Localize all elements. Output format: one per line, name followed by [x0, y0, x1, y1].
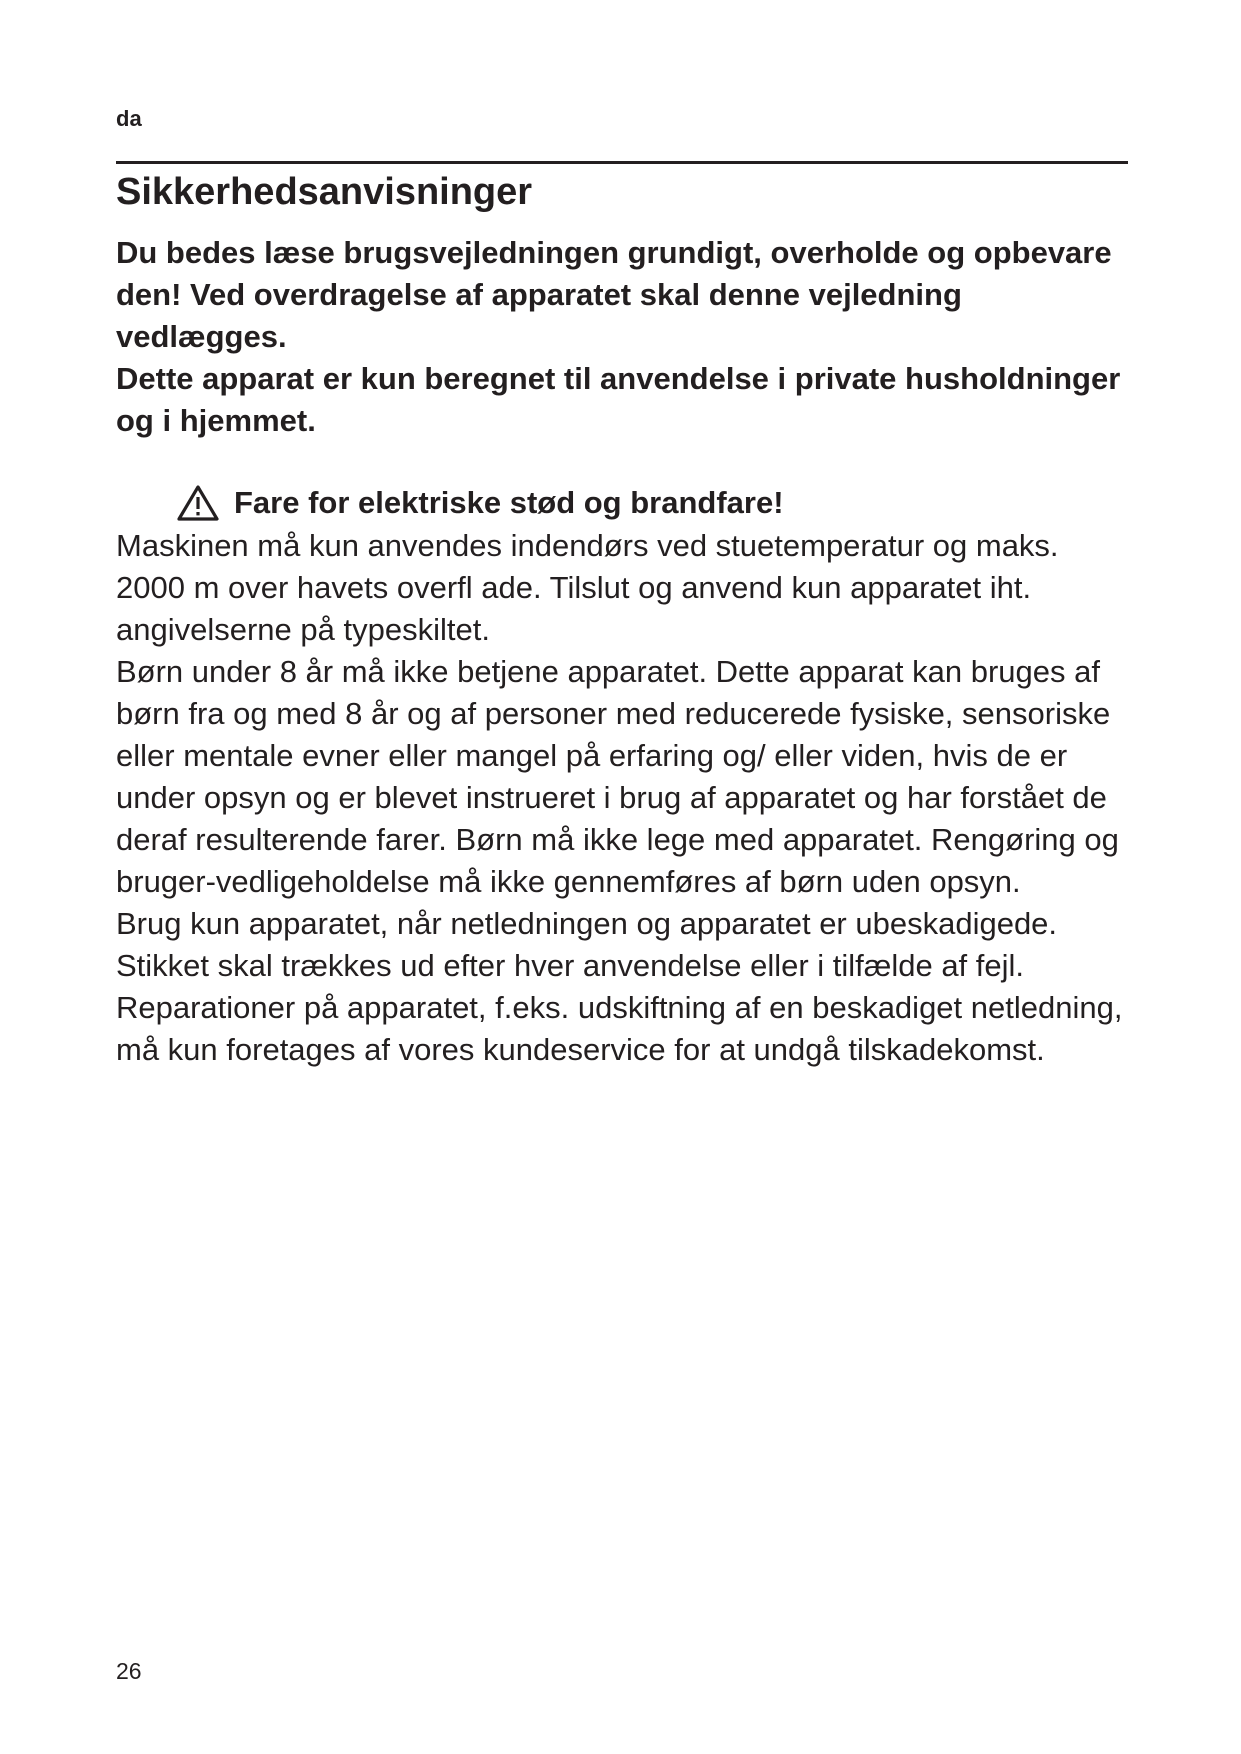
warning-triangle-icon — [176, 484, 220, 522]
body-paragraph: Brug kun apparatet, når netledningen og apparatet er ubeskadigede. Stikket skal trækkes ud efter hver anvendelse eller i tilfælde af fejl. Reparationer på apparatet, f.eks. udskiftning af en beskadiget netledning, må kun foretages af vores kundeservice for at undgå tilskadekomst. — [116, 906, 1123, 1067]
warning-heading: Fare for elektriske stød og brandfare! — [234, 485, 784, 520]
body-paragraph: Maskinen må kun anvendes indendørs ved stuetemperatur og maks. 2000 m over havets overfl ade. Tilslut og anvend kun apparatet iht. angivelserne på typeskiltet. — [116, 528, 1059, 647]
warning-heading-row — [176, 482, 784, 524]
intro-block — [116, 232, 1128, 442]
language-code: da — [116, 106, 142, 131]
intro-paragraph: Dette apparat er kun beregnet til anvendelse i private husholdninger og i hjemmet. — [116, 361, 1121, 438]
intro-paragraph: Du bedes læse brugsvejledningen grundigt, overholde og opbevare den! Ved overdragelse af apparatet skal denne vejledning vedlægges. — [116, 235, 1112, 354]
page-number: 26 — [116, 1658, 142, 1684]
section-title: Sikkerhedsanvisninger — [116, 171, 533, 213]
body-paragraph: Børn under 8 år må ikke betjene apparatet. Dette apparat kan bruges af børn fra og med 8 år og af personer med reducerede fysiske, sensoriske eller mentale evner eller mangel på erfaring og/ eller viden, hvis de er under opsyn og er blevet instrueret i brug af apparatet og har forstået de deraf resulterende farer. Børn må ikke lege med apparatet. Rengøring og bruger-vedligeholdelse må ikke gennemføres af børn uden opsyn. — [116, 654, 1119, 899]
body-text — [116, 525, 1131, 1071]
header-rule — [116, 161, 1128, 164]
